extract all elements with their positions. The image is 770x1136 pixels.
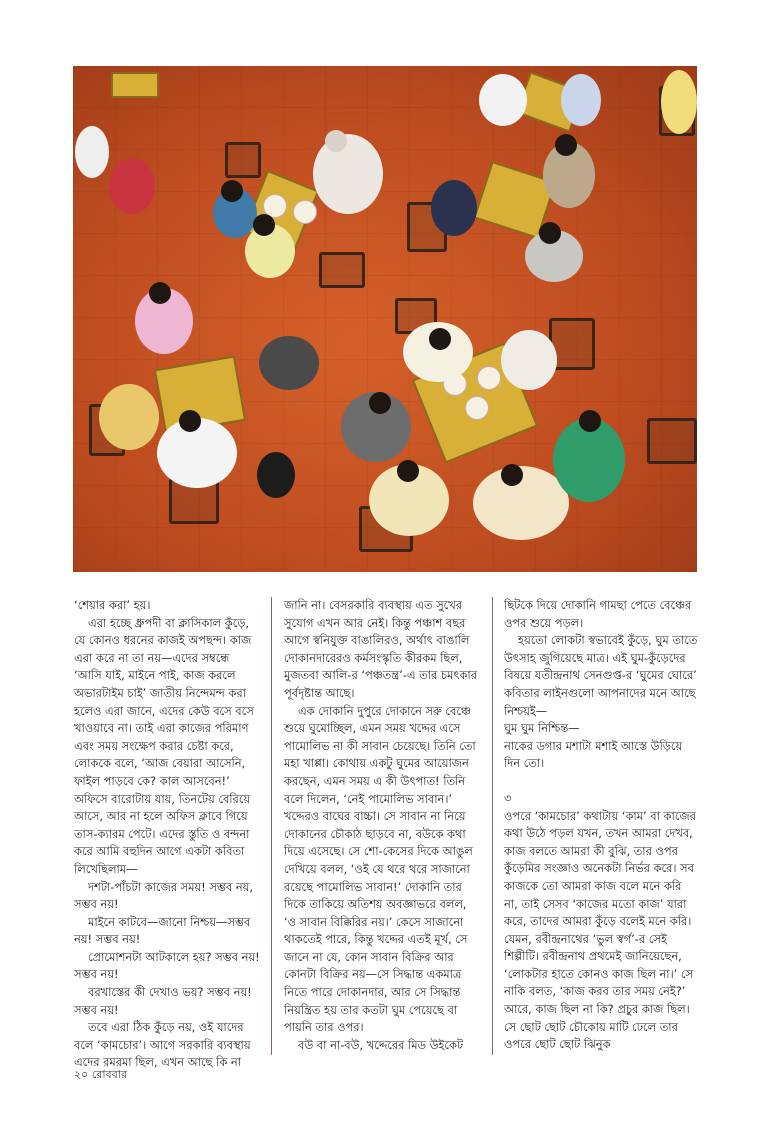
diner [431, 180, 477, 236]
diner [501, 330, 557, 390]
chair [225, 142, 261, 178]
diner-head [253, 214, 275, 236]
paragraph: এক দোকানি দুপুরে দোকানে সরু বেঞ্চে শুয়ে ঘুমোচ্ছিল, এমন সময় খদ্দের এসে পামোলিভ না কী সাবান চেয়েছে। তিনি তো মহা খাপ্পা। কোথায় একটু ঘুমের আয়োজন করছেন, এমন সময় এ কী উৎপাত! তিনি বলে দিলেন, ‘নেই পামোলিভ সাবান।’ খদ্দেরও বাঘের বাচ্চা। সে সাবান না নিয়ে দোকানের চৌকাঠ ছাড়বে না, বউকে কথা দিয়ে এসেছে। সে শো-কেসের দিকে আঙুল দেখিয়ে বলল, ‘ওই যে থরে থরে সাজানো রয়েছে পামোলিভ সাবান!’ দোকানি তার দিকে তাকিয়ে অতিশয় অবজ্ঞাভরে বলল, ‘ও সাবান বিক্কিরির নয়।’ কেসে সাজানো থাকতেই পারে, কিন্তু খদ্দের এতই মূর্খ, সে জানে না যে, কোন সাবান বিক্রির আর কোনটা বিক্রির নয়—সে সিদ্ধান্ত একমাত্র নিতে পারে দোকানদার, আর সে সিদ্ধান্ত নিয়ন্ত্রিত হয় তার কতটা ঘুম পেয়েছে বা পায়নি তার ওপর। [284, 703, 476, 1035]
text-column-1 [74, 597, 260, 1070]
diner [561, 74, 601, 126]
diner [313, 134, 383, 214]
diner [479, 74, 527, 126]
paragraph: এরা হচ্ছে ধ্রুপদী বা ক্লাসিকাল কুঁড়ে, যে কোনও ধরনের কাজই অপছন্দ। কাজ এরা করে না তা নয়—এদের সম্বন্ধে ‘আসি যাই, মাইনে পাই, কাজ করলে অভারটাইম চাই’ জাতীয় নিন্দেমন্দ করা হলেও এরা জানে, এদের কেউ বসে বসে খাওয়াবে না। তাই এরা কাজের পরিমাণ এবং সময় সংক্ষেপ করার চেষ্টা করে, লোককে বলে, ‘আজ বেয়ারা আসেনি, ফাইল পাড়বে কে? কাল আসবেন!’ অফিসে বারোটায় যায়, তিনটেয় বেরিয়ে আসে, আর না হলে অফিস ক্লাবে গিয়ে তাস-ক্যারম পেটে। এদের স্তুতি ও বন্দনা করে আমি বহুদিন আগে একটা কবিতা লিখেছিলাম— [74, 615, 254, 876]
diner-head [429, 328, 451, 350]
poem-line: বরখাস্তের কী দেখাও ভয়? সম্ভব নয়! সম্ভব নয়! [74, 985, 252, 1017]
plate [465, 396, 489, 420]
poem-line: ঘুম ঘুম নিশ্চিন্ত— [504, 721, 580, 736]
diner-head [539, 222, 561, 244]
coffee-house-photo [73, 66, 697, 572]
diner-head [369, 392, 391, 414]
paragraph: ‘শেয়ার করা’ হয়। [74, 598, 151, 612]
diner-head [501, 464, 523, 486]
plate [477, 366, 501, 390]
diner-head [221, 180, 243, 202]
poem-line: প্রোমোশনটা আটকালে হয়? সম্ভব নয়! সম্ভব নয়! [74, 949, 260, 982]
diner-head [179, 410, 201, 432]
article-body [74, 597, 698, 1070]
diner [99, 384, 159, 450]
paragraph: তবে এরা ঠিক কুঁড়ে নয়, ওই যাদের বলে ‘কামচোর’। আগে সরকারি ব্যবস্থায় এদের রমরমা ছিল, এখন আছে কি না [74, 1020, 251, 1070]
plate [293, 200, 317, 224]
paragraph: ওপরে ‘কামচোর’ কথাটায় ‘কাম’ বা কাজের কথা উঠে পড়ল যখন, তখন আমরা দেখব, কাজ বলতে আমরা কী বুঝি, তার ওপর কুঁড়েমির সংজ্ঞাও অনেকটা নির্ভর করে। সব কাজকে তো আমরা কাজ বলে মনে করি না, তাই সেসব ‘কাজের মতো কাজ’ যারা করে, তাদের আমরা কুঁড়ে বলেই মনে করি। যেমন, রবীন্দ্রনাথের ‘ভুল স্বর্গ’-র সেই শিল্পীটি। রবীন্দ্রনাথ প্রথমেই জানিয়েছেন, ‘লোকটার হাতে কোনও কাজ ছিল না।’ সে নাকি বলত, ‘কাজ করব তার সময় নেই?’ আরে, কাজ ছিল না কি? প্রচুর কাজ ছিল। সে ছোট ছোট চৌকোয় মাটি ঢেলে তার ওপরে ছোট ছোট ঝিনুক [504, 808, 696, 1052]
paragraph: ছিটকে দিয়ে দোকানি গামছা পেতে বেঞ্চের ওপর শুয়ে পড়ল। [504, 598, 692, 630]
page-footer [74, 1066, 127, 1085]
poem-line: নাকের ডগার মশাটা মশাই আস্তে উড়িয়ে দিন তো। [504, 738, 683, 771]
paragraph: জানি না। বেসরকারি ব্যবস্থায় এত সুখের সুযোগ এখন আর নেই। কিন্তু পঞ্চাশ বছর আগে স্বনিযুক্ত বাঙালিরও, অর্থাৎ বাঙালি দোকানদারেরও কর্মসংস্কৃতি কীরকম ছিল, মুজতবা আলি-র ‘পঞ্চতন্ত্র’-এ তার চমৎকার পূর্বদৃষ্টান্ত আছে। [284, 598, 477, 700]
page-number: ২০ [74, 1068, 89, 1081]
chair [319, 252, 365, 288]
column-divider [271, 597, 272, 1055]
chair [647, 418, 697, 464]
poem-line: দশটা-পাঁচটা কাজের সময়! সম্ভব নয়, সম্ভব নয়! [74, 879, 253, 912]
diner-head [397, 460, 419, 482]
text-column-3 [504, 597, 698, 1052]
diner [259, 336, 319, 390]
diner [109, 158, 155, 214]
diner [75, 126, 109, 178]
diner-head [579, 410, 601, 432]
text-column-2 [284, 597, 480, 1052]
table [111, 72, 159, 98]
paragraph: হয়তো লোকটা স্বভাবেই কুঁড়ে, ঘুম তাতে উৎসাহ জুগিয়েছে মাত্র। এই ঘুম-কুঁড়েদের বিষয়ে যতীন্দ্রনাথ সেনগুপ্ত-র ‘ঘুমের ঘোরে’ কবিতার লাইনগুলো আপনাদের মনে আছে নিশ্চয়ই— [504, 633, 698, 718]
diner-head [149, 282, 171, 304]
magazine-name: রোববার [91, 1068, 128, 1081]
paragraph: বউ বা না-বউ, খদ্দেরের মিড উইকেট [298, 1037, 464, 1052]
column-divider [492, 597, 493, 1055]
diner-head [325, 130, 347, 152]
diner-head [555, 134, 577, 156]
diner [661, 70, 697, 134]
bag [257, 452, 295, 498]
section-number: ৩ [504, 790, 512, 805]
poem-line: মাইনে কাটবে—জানো নিশ্চয়—সম্ভব নয়! সম্ভব নয়! [74, 914, 251, 947]
